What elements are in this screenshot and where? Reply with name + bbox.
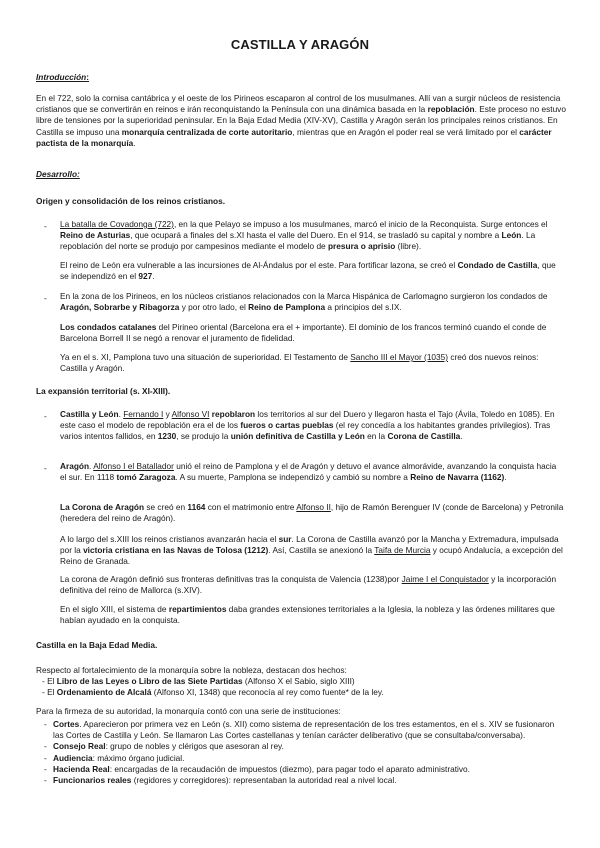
list-item: - Consejo Real: grupo de nobles y clérigos que asesoran al rey. [44, 741, 565, 752]
list-item: - Funcionarios reales (regidores y corregidores): representaban la autoridad real a nivel local. [44, 775, 565, 786]
intro-heading: Introducción: [36, 72, 90, 82]
pirineos-paragraph: En la zona de los Pirineos, en los núcleos cristianos relacionados con la Marca Hispánica de Carlomagno surgieron los condados de Aragón, Sobrarbe y Ribagorza y por otro lado, el Reino de Pamplona a principios del s.IX. [60, 291, 548, 313]
expansion-section-title: La expansión territorial (s. XI-XIII). [36, 386, 171, 396]
instituciones-intro: Para la firmeza de su autoridad, la monarquía contó con una serie de instituciones: [36, 706, 341, 716]
page-title: CASTILLA Y ARAGÓN [230, 37, 370, 52]
siglo-xiii-paragraph: A lo largo del s.XIII los reinos cristianos avanzarán hacia el sur. La Corona de Castilla avanzó por la Mancha y Extremadura, impulsada por la victoria cristiana en las Navas de Tolosa (1212). Así, Castilla se anexionó la Taifa de Murcia y ocupó Andalucía, a excepción del Reino de Granada. [60, 534, 563, 567]
desarrollo-heading: Desarrollo: [36, 169, 80, 179]
corona-aragon-paragraph: La Corona de Aragón se creó en 1164 con el matrimonio entre Alfonso II, hijo de Ramón Berenguer IV (conde de Barcelona) y Petronila (heredera del reino de Aragón). [60, 502, 564, 524]
list-item: - Audiencia: máximo órgano judicial. [44, 753, 565, 764]
bullet-dash: - [44, 221, 47, 231]
intro-paragraph: En el 722, solo la cornisa cantábrica y el oeste de los Pirineos escaparon al control de los musulmanes. Allí van a surgir núcleos de resistencia cristianos que se convertirán en reinos e irán reconquistando la Península con una dinámica basada en la repoblación. Este proceso no estuvo libre de tensiones por la superioridad peninsular. En la Baja Edad Media (XIV-XV), Castilla y Aragón serán los principales reinos cristianos. En Castilla se impuso una monarquía centralizada de corte autoritario, mientras que en Aragón el poder real se verá limitado por el carácter pactista de la monarquía. [36, 93, 566, 148]
repartimientos-paragraph: En el siglo XIII, el sistema de repartimientos daba grandes extensiones territoriales a la Iglesia, la nobleza y las órdenes militares que habían ayudado en la conquista. [60, 604, 555, 626]
covadonga-paragraph: La batalla de Covadonga (722), en la que Pelayo se impuso a los musulmanes, marcó el inicio de la Reconquista. Surge entonces el Reino de Asturias, que ocupará a finales del s.XI hasta el valle del Duero. En el 914, se trasladó su capital y nombre a León. La repoblación del norte se produjo por campesinos mediante el modelo de presura o aprisio (libre). [60, 219, 548, 252]
instituciones-list [44, 719, 565, 786]
fronteras-aragon-paragraph: La corona de Aragón definió sus fronteras definitivas tras la conquista de Valencia (1238)por Jaime I el Conquistador y la incorporación definitiva del reino de Mallorca (s.XIV). [60, 574, 557, 596]
pamplona-paragraph: Ya en el s. XI, Pamplona tuvo una situación de superioridad. El Testamento de Sancho III el Mayor (1035) creó dos nuevos reinos: Castilla y Aragón. [60, 352, 539, 374]
origen-section-title: Origen y consolidación de los reinos cristianos. [36, 196, 226, 206]
partidas-item: - El Libro de las Leyes o Libro de las Siete Partidas (Alfonso X el Sabio, siglo XIII) [42, 676, 355, 687]
castilla-leon-paragraph: Castilla y León. Fernando I y Alfonso VI repoblaron los territorios al sur del Duero y llegaron hasta el Tajo (Ávila, Toledo en 1085). En este caso el modelo de repoblación era el de los fueros o cartas pueblas (el rey concedía a los habitantes grandes privilegios). Tras varios intentos fallidos, en 1230, se produjo la unión definitiva de Castilla y León en la Corona de Castilla. [60, 409, 555, 442]
leon-castilla-paragraph: El reino de León era vulnerable a las incursiones de Al-Ándalus por el este. Para fortificar lazona, se creó el Condado de Castilla, que se independizó en el 927. [60, 260, 556, 282]
bullet-dash: - [44, 293, 47, 303]
fortalecimiento-paragraph: Respecto al fortalecimiento de la monarquía sobre la nobleza, destacan dos hechos: - El Libro de las Leyes o Libro de las Siete Partidas (Alfonso X el Sabio, siglo XIII) - El Ordenamiento de Alcalá (Alfonso XI, 1348) que reconocía al rey como fuente* de la ley. [36, 665, 566, 699]
bullet-dash: - [44, 411, 47, 421]
list-item: - Hacienda Real: encargadas de la recaudación de impuestos (diezmo), para pagar todo el aparato administrativo. [44, 764, 565, 775]
aragon-paragraph: Aragón. Alfonso I el Batallador unió el reino de Pamplona y el de Aragón y detuvo el avance almorávide, avanzando la conquista hacia el sur. En 1118 tomó Zaragoza. A su muerte, Pamplona se independizó y cambió su nombre a Reino de Navarra (1162). [60, 461, 557, 483]
list-item: - Cortes. Aparecieron por primera vez en León (s. XII) como sistema de representación de los tres estamentos, en el s. XIV se fusionaron las Cortes de Castilla y León. Se llamaron Las Cortes castellanas y tenían carácter deliberativo (que se consultaba/conversaba). [44, 719, 565, 741]
ordenamiento-item: - El Ordenamiento de Alcalá (Alfonso XI, 1348) que reconocía al rey como fuente* de la ley. [42, 687, 384, 698]
bullet-dash: - [44, 463, 47, 473]
baja-edad-media-section-title: Castilla en la Baja Edad Media. [36, 640, 158, 650]
condados-catalanes-paragraph: Los condados catalanes del Pirineo oriental (Barcelona era el + importante). El dominio de los francos terminó cuando el conde de Barcelona Borrell II se negó a renovar el juramento de fidelidad. [60, 322, 547, 344]
